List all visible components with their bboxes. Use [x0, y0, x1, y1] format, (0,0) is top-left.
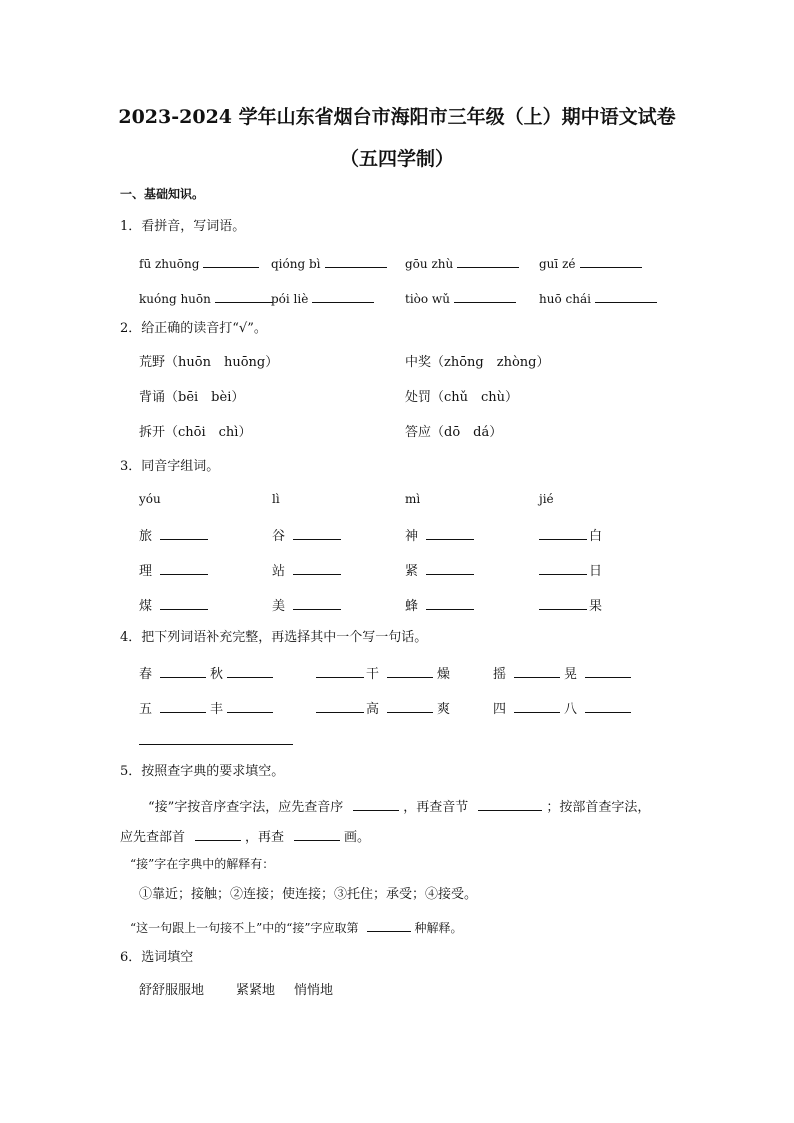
q1-pinyin-6: pói liè: [271, 290, 378, 305]
q6-option: 舒舒服服地: [139, 983, 205, 998]
answer-blank[interactable]: [160, 597, 208, 610]
answer-blank[interactable]: [426, 562, 474, 575]
q3-cell: 日: [539, 562, 602, 578]
q1-pinyin-1: fū zhuōng: [139, 255, 263, 270]
q3-pinyin: yóu: [139, 492, 161, 506]
q4-idiom-4: 五 丰: [139, 700, 277, 716]
q1-pinyin-2: qióng bì: [271, 255, 391, 270]
q2-item: 处罚（chǔ chù）: [405, 390, 519, 405]
q1-pinyin-8: huō chái: [539, 290, 661, 305]
answer-blank[interactable]: [387, 665, 433, 678]
q4-idiom-3: 摇 晃: [493, 665, 635, 681]
answer-blank[interactable]: [585, 700, 631, 713]
answer-blank[interactable]: [580, 255, 642, 268]
answer-blank[interactable]: [195, 828, 241, 841]
q2-item: 荒野（huōn huōng）: [139, 355, 279, 370]
question-1-label: 1．看拼音，写词语。: [120, 219, 246, 234]
q2-item: 背诵（bēi bèi）: [139, 390, 245, 405]
answer-blank[interactable]: [215, 290, 273, 303]
answer-blank[interactable]: [426, 597, 474, 610]
q3-cell: 谷: [272, 527, 345, 543]
answer-blank[interactable]: [293, 527, 341, 540]
q3-cell: 美: [272, 597, 345, 613]
question-6-label: 6．选词填空: [120, 950, 194, 965]
answer-blank[interactable]: [160, 562, 208, 575]
q5-line-4: ①靠近；接触；②连接；使连接；③托住；承受；④接受。: [139, 887, 478, 902]
answer-blank[interactable]: [160, 665, 206, 678]
answer-blank[interactable]: [316, 700, 364, 713]
answer-blank[interactable]: [160, 700, 206, 713]
q3-cell: 神: [405, 527, 478, 543]
q1-pinyin-4: guī zé: [539, 255, 646, 270]
q3-cell: 白: [539, 527, 602, 543]
q3-cell: 果: [539, 597, 602, 613]
q3-pinyin: mì: [405, 492, 421, 506]
answer-blank[interactable]: [387, 700, 433, 713]
answer-blank[interactable]: [514, 700, 560, 713]
q3-pinyin: lì: [272, 492, 280, 506]
q4-idiom-1: 春 秋: [139, 665, 277, 681]
answer-blank[interactable]: [227, 700, 273, 713]
answer-blank[interactable]: [227, 665, 273, 678]
answer-blank[interactable]: [478, 798, 542, 811]
answer-blank[interactable]: [426, 527, 474, 540]
q2-item: 中奖（zhōng zhòng）: [405, 355, 550, 370]
answer-blank[interactable]: [316, 665, 364, 678]
q5-line-1: “接”字按音序查字法，应先查音序 ，再查音节 ；按部首查字法，: [148, 800, 651, 815]
q1-pinyin-3: gōu zhù: [405, 255, 523, 270]
q4-idiom-2: 干 燥: [316, 665, 450, 681]
answer-blank[interactable]: [203, 255, 259, 268]
q2-item: 拆开（chōi chì）: [139, 425, 252, 440]
answer-blank[interactable]: [293, 562, 341, 575]
answer-blank[interactable]: [325, 255, 387, 268]
answer-blank[interactable]: [293, 597, 341, 610]
question-5-label: 5．按照查字典的要求填空。: [120, 764, 285, 779]
answer-blank[interactable]: [294, 828, 340, 841]
page-title: 2023-2024 学年山东省烟台市海阳市三年级（上）期中语文试卷: [118, 106, 676, 128]
q5-line-2: 应先查部首 ，再查 画。: [120, 830, 371, 845]
q3-cell: 蜂: [405, 597, 478, 613]
question-3-label: 3．同音字组词。: [120, 459, 220, 474]
q3-cell: 紧: [405, 562, 478, 578]
answer-blank[interactable]: [367, 919, 411, 932]
answer-blank[interactable]: [539, 562, 587, 575]
q4-idiom-5: 高 爽: [316, 700, 450, 716]
q1-pinyin-7: tiòo wǔ: [405, 290, 520, 305]
q3-pinyin: jié: [539, 492, 554, 506]
q3-cell: 理: [139, 562, 212, 578]
answer-blank[interactable]: [539, 527, 587, 540]
answer-blank[interactable]: [539, 597, 587, 610]
answer-blank[interactable]: [160, 527, 208, 540]
answer-blank[interactable]: [514, 665, 560, 678]
section-heading: 一、基础知识。: [120, 187, 205, 201]
q3-cell: 旅: [139, 527, 212, 543]
answer-blank[interactable]: [353, 798, 399, 811]
answer-blank[interactable]: [595, 290, 657, 303]
q6-option: 悄悄地: [294, 983, 334, 998]
answer-blank[interactable]: [454, 290, 516, 303]
answer-blank[interactable]: [585, 665, 631, 678]
q5-line-5: “这一句跟上一句接不上”中的“接”字应取第 种解释。: [130, 921, 463, 935]
q2-item: 答应（dō dá）: [405, 425, 503, 440]
q4-idiom-6: 四 八: [493, 700, 635, 716]
answer-blank[interactable]: [457, 255, 519, 268]
q6-option: 紧紧地: [236, 983, 276, 998]
answer-blank[interactable]: [312, 290, 374, 303]
sentence-blank[interactable]: [139, 732, 293, 745]
q3-cell: 煤: [139, 597, 212, 613]
q5-line-3: “接”字在字典中的解释有：: [130, 857, 275, 871]
question-2-label: 2．给正确的读音打“√”。: [120, 321, 267, 336]
q1-pinyin-5: kuóng huōn: [139, 290, 277, 305]
q3-cell: 站: [272, 562, 345, 578]
page-subtitle: （五四学制）: [339, 148, 454, 170]
question-4-label: 4．把下列词语补充完整，再选择其中一个写一句话。: [120, 630, 428, 645]
